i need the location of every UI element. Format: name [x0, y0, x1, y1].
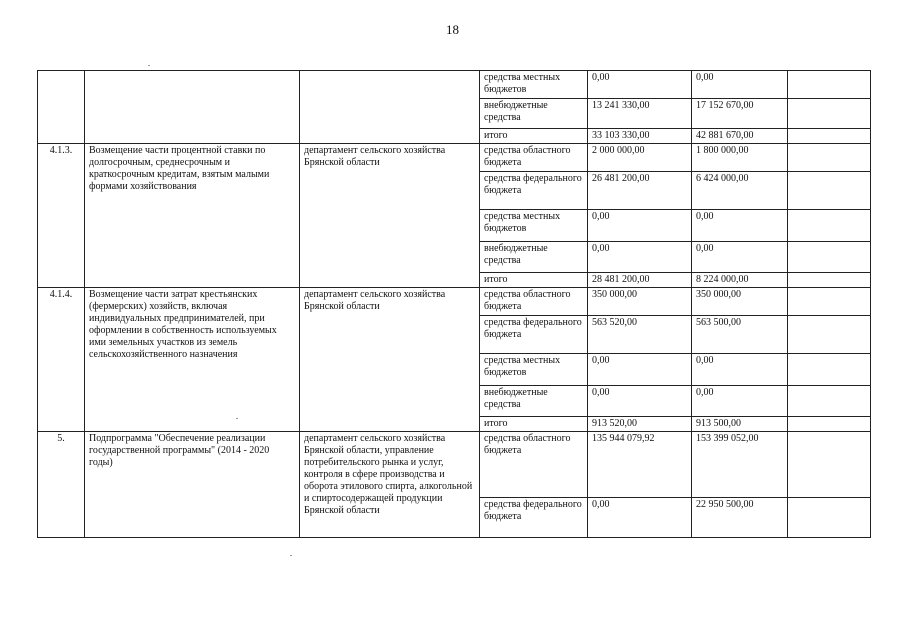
- amount-cell-2: 350 000,00: [692, 288, 788, 316]
- funding-source-cell: средства федерального бюджета: [480, 498, 588, 538]
- amount-cell-1: 33 103 330,00: [588, 129, 692, 144]
- amount-cell-1: 2 000 000,00: [588, 144, 692, 172]
- empty-cell: [788, 99, 871, 129]
- amount-cell-2: 8 224 000,00: [692, 273, 788, 288]
- empty-cell: [788, 316, 871, 354]
- amount-cell-2: 913 500,00: [692, 417, 788, 432]
- empty-cell: [788, 417, 871, 432]
- executor-cell: департамент сельского хозяйства Брянской области, управление потребительского рынка и услуг, контроля в сфере производства и оборота этилового спирта, алкогольной и спиртосодержащей продукции Брянской области: [300, 432, 480, 538]
- amount-cell-1: 26 481 200,00: [588, 172, 692, 210]
- empty-cell: [788, 432, 871, 498]
- amount-cell-2: 17 152 670,00: [692, 99, 788, 129]
- amount-cell-2: 42 881 670,00: [692, 129, 788, 144]
- budget-table: [37, 70, 871, 538]
- funding-source-cell: средства местных бюджетов: [480, 354, 588, 386]
- empty-cell: [788, 354, 871, 386]
- measure-title-cell: Возмещение части процентной ставки по долгосрочным, среднесрочным и краткосрочным кредитам, взятым малыми формами хозяйствования: [85, 144, 300, 288]
- funding-source-cell: итого: [480, 273, 588, 288]
- page-number: 18: [446, 22, 459, 37]
- empty-cell: [788, 71, 871, 99]
- amount-cell-2: 0,00: [692, 386, 788, 417]
- amount-cell-1: 913 520,00: [588, 417, 692, 432]
- executor-cell: [300, 71, 480, 144]
- amount-cell-1: 0,00: [588, 242, 692, 273]
- measure-title-cell: Подпрограмма "Обеспечение реализации государственной программы" (2014 - 2020 годы): [85, 432, 300, 538]
- amount-cell-1: 0,00: [588, 354, 692, 386]
- funding-source-cell: средства местных бюджетов: [480, 210, 588, 242]
- funding-source-cell: итого: [480, 129, 588, 144]
- amount-cell-1: 563 520,00: [588, 316, 692, 354]
- amount-cell-1: 0,00: [588, 210, 692, 242]
- amount-cell-1: 0,00: [588, 71, 692, 99]
- amount-cell-2: 6 424 000,00: [692, 172, 788, 210]
- funding-source-cell: средства областного бюджета: [480, 432, 588, 498]
- amount-cell-1: 0,00: [588, 386, 692, 417]
- funding-source-cell: средства областного бюджета: [480, 288, 588, 316]
- empty-cell: [788, 288, 871, 316]
- amount-cell-2: 0,00: [692, 71, 788, 99]
- item-number-cell: [38, 71, 85, 144]
- funding-source-cell: средства федерального бюджета: [480, 316, 588, 354]
- funding-source-cell: внебюджетные средства: [480, 386, 588, 417]
- budget-table-body: [38, 71, 871, 538]
- scan-speck: [290, 555, 292, 556]
- empty-cell: [788, 144, 871, 172]
- funding-source-cell: средства федерального бюджета: [480, 172, 588, 210]
- item-number-cell: 5.: [38, 432, 85, 538]
- amount-cell-2: 0,00: [692, 210, 788, 242]
- item-number-cell: 4.1.3.: [38, 144, 85, 288]
- table-row: [38, 144, 871, 172]
- scan-speck: [148, 65, 150, 66]
- empty-cell: [788, 129, 871, 144]
- amount-cell-1: 28 481 200,00: [588, 273, 692, 288]
- funding-source-cell: итого: [480, 417, 588, 432]
- measure-title-cell: [85, 71, 300, 144]
- amount-cell-2: 563 500,00: [692, 316, 788, 354]
- table-row: [38, 71, 871, 99]
- measure-title-cell: Возмещение части затрат крестьянских (фермерских) хозяйств, включая индивидуальных предпринимателей, при оформлении в собственность используемых ими земельных участков из земель сельскохозяйственного назначения: [85, 288, 300, 432]
- amount-cell-1: 13 241 330,00: [588, 99, 692, 129]
- amount-cell-1: 135 944 079,92: [588, 432, 692, 498]
- amount-cell-2: 153 399 052,00: [692, 432, 788, 498]
- item-number-cell: 4.1.4.: [38, 288, 85, 432]
- empty-cell: [788, 498, 871, 538]
- funding-source-cell: средства местных бюджетов: [480, 71, 588, 99]
- amount-cell-2: 0,00: [692, 242, 788, 273]
- empty-cell: [788, 242, 871, 273]
- amount-cell-2: 1 800 000,00: [692, 144, 788, 172]
- amount-cell-1: 350 000,00: [588, 288, 692, 316]
- empty-cell: [788, 172, 871, 210]
- amount-cell-1: 0,00: [588, 498, 692, 538]
- scan-speck: [236, 418, 238, 419]
- executor-cell: департамент сельского хозяйства Брянской области: [300, 288, 480, 432]
- funding-source-cell: внебюджетные средства: [480, 242, 588, 273]
- empty-cell: [788, 273, 871, 288]
- executor-cell: департамент сельского хозяйства Брянской области: [300, 144, 480, 288]
- empty-cell: [788, 386, 871, 417]
- amount-cell-2: 0,00: [692, 354, 788, 386]
- amount-cell-2: 22 950 500,00: [692, 498, 788, 538]
- funding-source-cell: внебюджетные средства: [480, 99, 588, 129]
- funding-source-cell: средства областного бюджета: [480, 144, 588, 172]
- table-row: [38, 288, 871, 316]
- empty-cell: [788, 210, 871, 242]
- table-row: [38, 432, 871, 498]
